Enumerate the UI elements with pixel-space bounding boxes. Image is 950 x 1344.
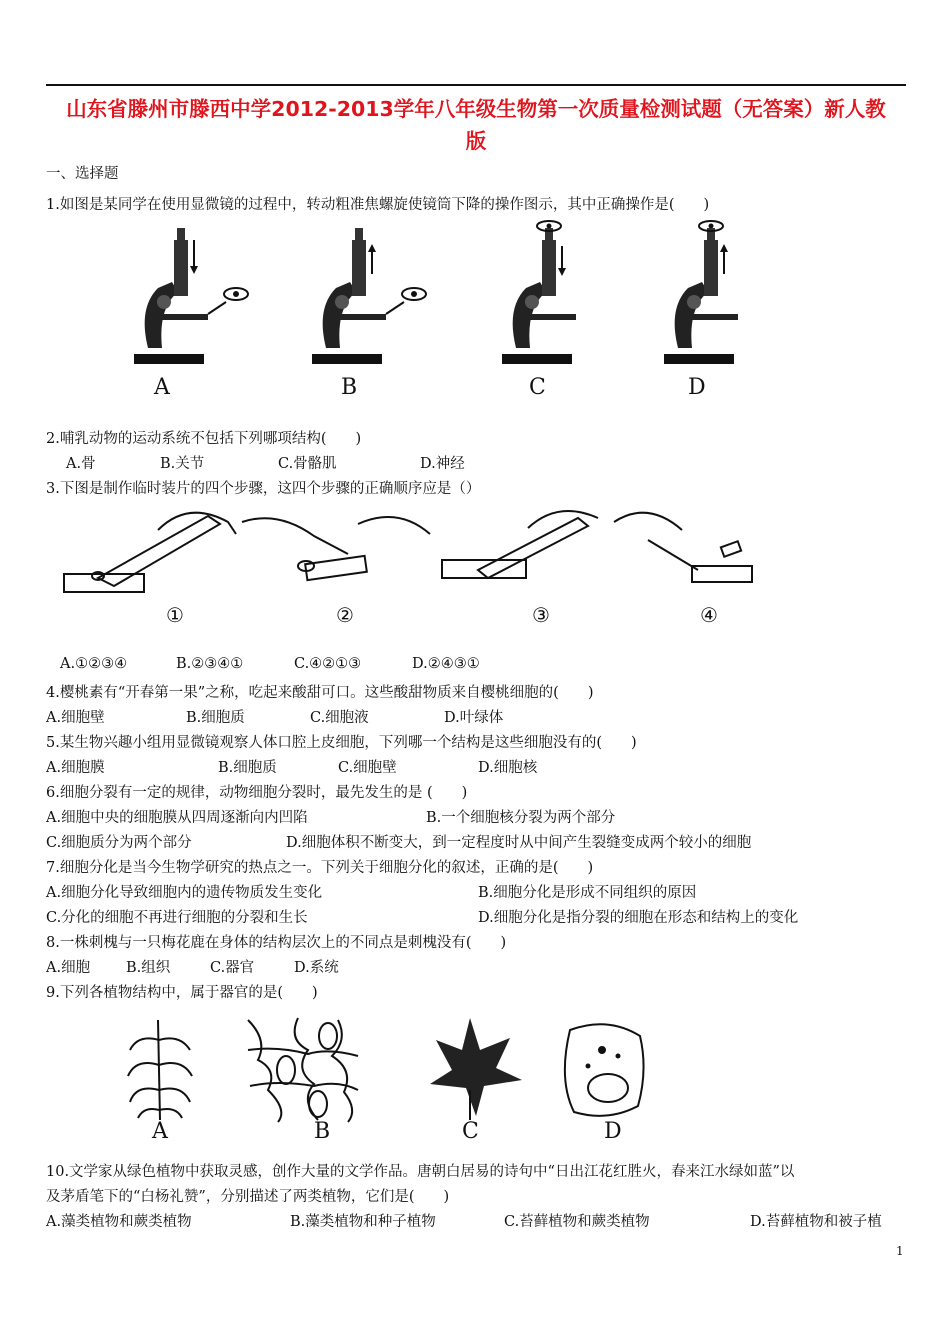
microscope-d — [664, 221, 738, 364]
q6-option-c: C.细胞质分为两个部分 — [46, 835, 192, 851]
q3-label-1: ① — [166, 603, 184, 627]
q1-label-b: B — [341, 375, 358, 400]
step-2 — [242, 517, 430, 580]
q2-stem: 2.哺乳动物的运动系统不包括下列哪项结构( ) — [46, 431, 362, 447]
q6-stem: 6.细胞分裂有一定的规律，动物细胞分裂时，最先发生的是 ( ) — [46, 785, 468, 801]
q1-stem: 1.如图是某同学在使用显微镜的过程中，转动粗准焦螺旋使镜筒下降的操作图示，其中正确操作是( ) — [46, 197, 710, 213]
q2-option-d: D.神经 — [420, 456, 465, 472]
microscope-figure — [118, 218, 758, 402]
title-line-1: 山东省滕州市滕西中学2012-2013学年八年级生物第一次质量检测试题（无答案）新人教 — [66, 97, 886, 121]
q8-option-c: C.器官 — [210, 960, 255, 976]
q3-label-3: ③ — [532, 603, 550, 627]
q4-stem: 4.樱桃素有“开春第一果”之称，吃起来酸甜可口。这些酸甜物质来自樱桃细胞的( ) — [46, 685, 594, 701]
slide-steps-figure — [58, 500, 758, 640]
q10-stem-line-2: 及茅盾笔下的“白杨礼赞”，分别描述了两类植物，它们是( ) — [46, 1189, 450, 1205]
q7-stem: 7.细胞分化是当今生物学研究的热点之一。下列关于细胞分化的叙述，正确的是( ) — [46, 860, 594, 876]
plant-cell — [565, 1024, 644, 1116]
q7-option-d: D.细胞分化是指分裂的细胞在形态和结构上的变化 — [478, 910, 799, 926]
microscope-c — [502, 221, 576, 364]
q9-stem: 9.下列各植物结构中，属于器官的是( ) — [46, 985, 318, 1001]
q9-label-d: D — [604, 1119, 622, 1142]
q8-stem: 8.一株刺槐与一只梅花鹿在身体的结构层次上的不同点是刺槐没有( ) — [46, 935, 507, 951]
q3-option-d: D.②④③① — [412, 656, 480, 672]
q10-stem-line-1: 10.文学家从绿色植物中获取灵感，创作大量的文学作品。唐朝白居易的诗句中“日出江花红胜火，春来江水绿如蓝”以 — [46, 1164, 795, 1180]
microscope-a — [134, 228, 248, 364]
q8-option-b: B.组织 — [126, 960, 171, 976]
q3-stem: 3.下图是制作临时装片的四个步骤，这四个步骤的正确顺序应是（） — [46, 481, 481, 497]
q3-option-a: A.①②③④ — [60, 656, 128, 672]
q7-option-b: B.细胞分化是形成不同组织的原因 — [478, 885, 697, 901]
header-rule — [46, 84, 906, 86]
q10-option-b: B.藻类植物和种子植物 — [290, 1214, 436, 1230]
q5-option-c: C.细胞壁 — [338, 760, 397, 776]
page-number: 1 — [896, 1244, 904, 1258]
q8-option-a: A.细胞 — [46, 960, 91, 976]
title-line-2: 版 — [465, 129, 487, 153]
q3-label-2: ② — [336, 603, 354, 627]
q2-option-b: B.关节 — [160, 456, 205, 472]
q5-option-a: A.细胞膜 — [46, 760, 105, 776]
step-3 — [442, 511, 598, 578]
q10-option-c: C.苔藓植物和蕨类植物 — [504, 1214, 650, 1230]
q8-option-d: D.系统 — [294, 960, 339, 976]
q10-option-a: A.藻类植物和蕨类植物 — [46, 1214, 192, 1230]
q5-stem: 5.某生物兴趣小组用显微镜观察人体口腔上皮细胞，下列哪一个结构是这些细胞没有的( ) — [46, 735, 637, 751]
plant-structures-figure — [118, 1010, 664, 1142]
q2-option-a: A.骨 — [66, 456, 96, 472]
q9-label-b: B — [314, 1119, 331, 1142]
microscope-b — [312, 228, 426, 364]
q5-option-d: D.细胞核 — [478, 760, 538, 776]
q4-option-d: D.叶绿体 — [444, 710, 504, 726]
q6-option-b: B.一个细胞核分裂为两个部分 — [426, 810, 616, 826]
step-1 — [64, 513, 236, 592]
q7-option-a: A.细胞分化导致细胞内的遗传物质发生变化 — [46, 885, 323, 901]
q5-option-b: B.细胞质 — [218, 760, 277, 776]
maple-leaf — [430, 1018, 522, 1120]
q1-label-c: C — [529, 375, 546, 400]
q4-option-b: B.细胞质 — [186, 710, 245, 726]
epidermis-cells — [248, 1018, 358, 1122]
q4-option-a: A.细胞壁 — [46, 710, 105, 726]
q4-option-c: C.细胞液 — [310, 710, 369, 726]
q6-option-a: A.细胞中央的细胞膜从四周逐渐向内凹陷 — [46, 810, 308, 826]
corn-plant — [128, 1020, 192, 1120]
q2-option-c: C.骨骼肌 — [278, 456, 337, 472]
step-4 — [614, 513, 752, 582]
q10-option-d: D.苔藓植物和被子植 — [750, 1214, 882, 1230]
section-heading: 一、选择题 — [46, 166, 119, 182]
q3-option-b: B.②③④① — [176, 656, 244, 672]
q9-label-a: A — [152, 1119, 168, 1142]
q1-label-a: A — [154, 375, 170, 400]
document-title — [46, 93, 906, 157]
q1-label-d: D — [688, 375, 706, 400]
q6-option-d: D.细胞体积不断变大，到一定程度时从中间产生裂缝变成两个较小的细胞 — [286, 835, 752, 851]
q3-label-4: ④ — [700, 603, 718, 627]
q9-label-c: C — [462, 1119, 479, 1142]
q7-option-c: C.分化的细胞不再进行细胞的分裂和生长 — [46, 910, 308, 926]
q3-option-c: C.④②①③ — [294, 656, 362, 672]
